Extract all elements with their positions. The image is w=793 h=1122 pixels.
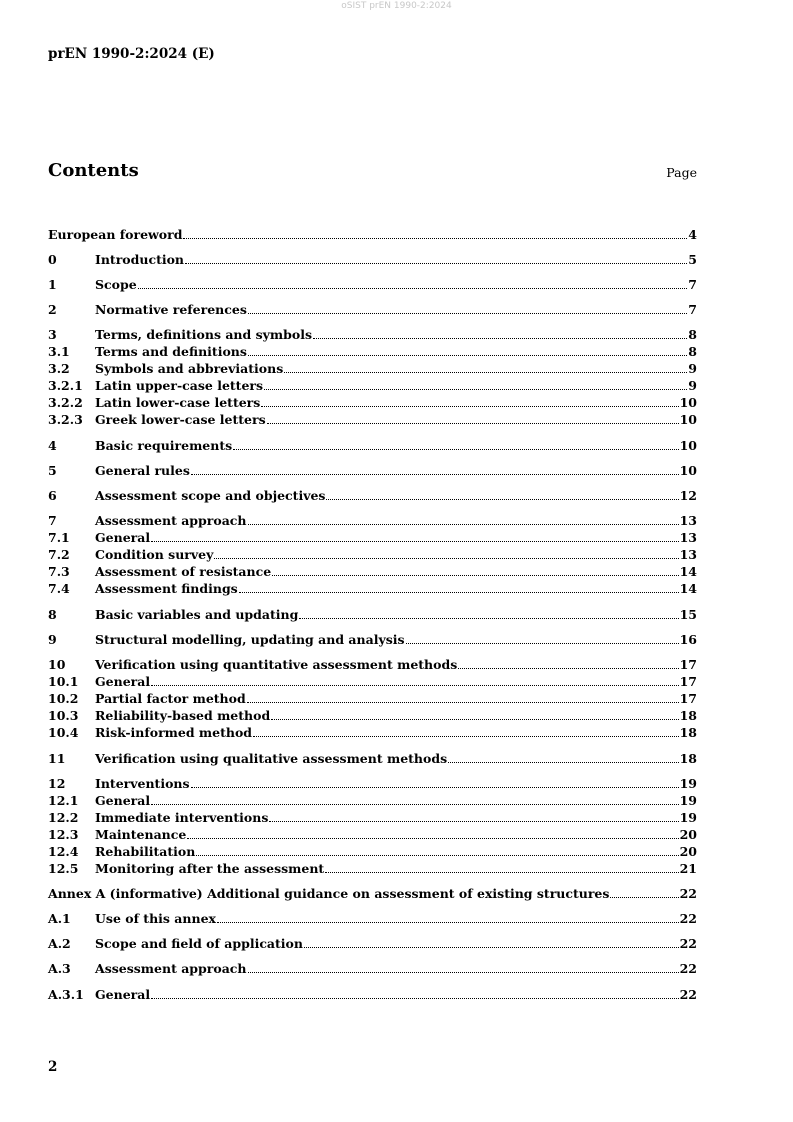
toc-entry[interactable]: [48, 708, 697, 724]
toc-entry-title: Latin upper-case letters: [95, 378, 264, 393]
toc-entry-title: Scope: [95, 277, 137, 292]
toc-entry[interactable]: [48, 810, 697, 826]
toc-entry-page: 17: [679, 657, 697, 672]
dot-leader: [138, 277, 688, 289]
toc-entry[interactable]: [48, 987, 697, 1003]
toc-entry-title: Verification using qualitative assessment methods: [95, 751, 448, 766]
toc-entry-number: 7: [48, 513, 57, 528]
toc-entry[interactable]: [48, 547, 697, 563]
toc-entry-number: 7.1: [48, 530, 70, 545]
toc-entry-number: 10.2: [48, 691, 79, 706]
toc-entry-number: A.3.1: [48, 987, 84, 1002]
dot-leader: [239, 581, 679, 593]
toc-entry-number: 3.2.1: [48, 378, 83, 393]
toc-entry-title: Verification using quantitative assessment methods: [95, 657, 458, 672]
toc-entry-page: 15: [679, 607, 697, 622]
dot-leader: [248, 302, 687, 314]
toc-entry-page: 19: [679, 810, 697, 825]
toc-entry-title: Scope and field of application: [95, 936, 303, 951]
dot-leader: [458, 657, 678, 669]
toc-entry[interactable]: [48, 488, 697, 504]
toc-entry-number: 3.1: [48, 344, 70, 359]
toc-entry-number: 10.1: [48, 674, 79, 689]
toc-entry-page: 22: [679, 886, 697, 901]
toc-entry[interactable]: [48, 412, 697, 428]
dot-leader: [271, 708, 678, 720]
toc-entry-number: 10.3: [48, 708, 79, 723]
toc-entry-title: General: [95, 674, 151, 689]
document-id: prEN 1990-2:2024 (E): [48, 46, 215, 62]
toc-entry[interactable]: [48, 936, 697, 952]
dot-leader: [284, 361, 687, 373]
toc-entry-number: 3.2.3: [48, 412, 83, 427]
toc-entry-page: 17: [679, 691, 697, 706]
toc-entry-page: 22: [679, 936, 697, 951]
dot-leader: [248, 513, 679, 525]
toc-entry[interactable]: [48, 776, 697, 792]
toc-entry[interactable]: [48, 463, 697, 479]
toc-entry-title: Monitoring after the assessment: [95, 861, 325, 876]
toc-entry-number: 12: [48, 776, 66, 791]
dot-leader: [272, 564, 678, 576]
toc-entry-title: Assessment of resistance: [95, 564, 272, 579]
toc-entry[interactable]: [48, 530, 697, 546]
dot-leader: [191, 776, 679, 788]
dot-leader: [183, 227, 687, 239]
toc-entry-page: 13: [679, 547, 697, 562]
contents-heading: Contents: [48, 160, 139, 181]
toc-entry-page: 10: [679, 412, 697, 427]
dot-leader: [261, 395, 678, 407]
toc-entry-number: 12.2: [48, 810, 79, 825]
toc-entry-title: Risk-informed method: [95, 725, 253, 740]
toc-entry[interactable]: [48, 861, 697, 877]
toc-entry[interactable]: [48, 911, 697, 927]
toc-entry[interactable]: [48, 632, 697, 648]
toc-entry-title: General: [95, 793, 151, 808]
dot-leader: [326, 488, 678, 500]
toc-entry-page: 22: [679, 911, 697, 926]
toc-entry-title: Rehabilitation: [95, 844, 196, 859]
toc-entry-page: 8: [688, 327, 697, 342]
toc-entry-page: 20: [679, 844, 697, 859]
toc-entry-page: 18: [679, 708, 697, 723]
toc-entry[interactable]: [48, 607, 697, 623]
toc-entry-title: Symbols and abbreviations: [95, 361, 284, 376]
toc-entry-title: General: [95, 987, 151, 1002]
toc-entry[interactable]: [48, 252, 697, 268]
toc-entry[interactable]: [48, 344, 697, 360]
toc-entry-page: 9: [688, 378, 697, 393]
toc-entry-page: 10: [679, 438, 697, 453]
toc-entry-number: 7.4: [48, 581, 70, 596]
toc-entry-number: 9: [48, 632, 57, 647]
toc-entry-title: General rules: [95, 463, 190, 478]
toc-entry-title: Use of this annex: [95, 911, 216, 926]
toc-entry-page: 5: [688, 252, 697, 267]
toc-entry-number: 12.5: [48, 861, 79, 876]
dot-leader: [191, 463, 679, 475]
dot-leader: [151, 530, 678, 542]
toc-entry-number: 11: [48, 751, 66, 766]
dot-leader: [196, 844, 678, 856]
page-column-label: Page: [666, 165, 697, 180]
dot-leader: [269, 810, 678, 822]
dot-leader: [325, 861, 678, 873]
dot-leader: [233, 438, 678, 450]
dot-leader: [151, 674, 678, 686]
toc-entry[interactable]: [48, 657, 697, 673]
toc-entry-title: Assessment scope and objectives: [95, 488, 326, 503]
toc-entry-title: General: [95, 530, 151, 545]
toc-entry[interactable]: [48, 513, 697, 529]
toc-entry[interactable]: [48, 961, 697, 977]
dot-leader: [151, 793, 678, 805]
toc-entry-number: 3.2.2: [48, 395, 83, 410]
toc-entry-page: 22: [679, 987, 697, 1002]
toc-entry-number: A.2: [48, 936, 71, 951]
dot-leader: [185, 252, 687, 264]
toc-entry-page: 16: [679, 632, 697, 647]
dot-leader: [248, 344, 687, 356]
toc-entry-title: Basic variables and updating: [95, 607, 299, 622]
toc-entry-number: 7.2: [48, 547, 70, 562]
toc-entry-title: Basic requirements: [95, 438, 233, 453]
toc-entry[interactable]: [48, 302, 697, 318]
dot-leader: [448, 751, 678, 763]
toc-entry-number: 1: [48, 277, 57, 292]
toc-entry-title: Assessment approach: [95, 513, 247, 528]
dot-leader: [267, 412, 679, 424]
toc-entry-title: Annex A (informative) Additional guidance on assessment of existing structures: [48, 886, 610, 901]
dot-leader: [248, 961, 679, 973]
toc-entry[interactable]: [48, 564, 697, 580]
toc-entry-page: 13: [679, 530, 697, 545]
toc-entry-page: 14: [679, 564, 697, 579]
dot-leader: [304, 936, 679, 948]
toc-entry-page: 14: [679, 581, 697, 596]
toc-entry-title: Introduction: [95, 252, 185, 267]
toc-entry-title: Maintenance: [95, 827, 187, 842]
toc-entry-page: 18: [679, 751, 697, 766]
toc-entry-title: Assessment approach: [95, 961, 247, 976]
toc-entry-title: Normative references: [95, 302, 247, 317]
toc-entry[interactable]: [48, 327, 697, 343]
toc-entry-page: 17: [679, 674, 697, 689]
toc-entry-number: 10.4: [48, 725, 79, 740]
toc-entry-page: 21: [679, 861, 697, 876]
toc-entry-number: 3.2: [48, 361, 70, 376]
dot-leader: [253, 725, 679, 737]
toc-entry-page: 4: [688, 227, 697, 242]
dot-leader: [247, 691, 679, 703]
toc-entry[interactable]: [48, 691, 697, 707]
toc-entry-number: A.3: [48, 961, 71, 976]
toc-entry-number: 2: [48, 302, 57, 317]
toc-entry[interactable]: [48, 751, 697, 767]
dot-leader: [151, 987, 678, 999]
toc-entry-page: 20: [679, 827, 697, 842]
toc-entry[interactable]: [48, 844, 697, 860]
watermark: oSIST prEN 1990-2:2024: [341, 1, 452, 11]
toc-entry-title: Terms and definitions: [95, 344, 247, 359]
toc-entry-page: 19: [679, 776, 697, 791]
toc-entry-title: Greek lower-case letters: [95, 412, 266, 427]
toc-entry-page: 18: [679, 725, 697, 740]
toc-entry-number: A.1: [48, 911, 71, 926]
toc-entry[interactable]: [48, 395, 697, 411]
page-number: 2: [48, 1059, 58, 1075]
dot-leader: [406, 632, 679, 644]
toc-entry[interactable]: [48, 378, 697, 394]
toc-entry[interactable]: [48, 581, 697, 597]
toc-entry[interactable]: [48, 227, 697, 243]
toc-entry-page: 22: [679, 961, 697, 976]
toc-entry-title: Structural modelling, updating and analysis: [95, 632, 405, 647]
toc-entry-title: Reliability-based method: [95, 708, 271, 723]
toc-entry-title: Latin lower-case letters: [95, 395, 261, 410]
toc-entry-page: 9: [688, 361, 697, 376]
toc-entry-title: Assessment findings: [95, 581, 238, 596]
toc-entry-page: 10: [679, 395, 697, 410]
dot-leader: [214, 547, 678, 559]
toc-entry-page: 12: [679, 488, 697, 503]
toc-entry[interactable]: [48, 674, 697, 690]
toc-entry-title: Interventions: [95, 776, 190, 791]
toc-entry-title: Condition survey: [95, 547, 214, 562]
toc-entry[interactable]: [48, 793, 697, 809]
dot-leader: [313, 327, 687, 339]
toc-entry-number: 8: [48, 607, 57, 622]
toc-entry-title: European foreword: [48, 227, 183, 242]
toc-entry-number: 3: [48, 327, 57, 342]
toc-entry-page: 19: [679, 793, 697, 808]
dot-leader: [610, 886, 678, 898]
toc-entry-page: 7: [688, 277, 697, 292]
toc-entry-number: 4: [48, 438, 57, 453]
toc-entry-title: Partial factor method: [95, 691, 246, 706]
toc-entry-number: 12.3: [48, 827, 79, 842]
toc-entry-title: Immediate interventions: [95, 810, 269, 825]
dot-leader: [299, 607, 678, 619]
toc-entry-number: 7.3: [48, 564, 70, 579]
toc-entry[interactable]: [48, 725, 697, 741]
toc-entry-page: 13: [679, 513, 697, 528]
toc-entry-page: 8: [688, 344, 697, 359]
toc-entry-number: 12.1: [48, 793, 79, 808]
toc-entry-page: 10: [679, 463, 697, 478]
toc-entry-title: Terms, definitions and symbols: [95, 327, 312, 342]
toc-entry-number: 5: [48, 463, 57, 478]
toc-entry-number: 0: [48, 252, 57, 267]
toc-entry-page: 7: [688, 302, 697, 317]
dot-leader: [264, 378, 687, 390]
toc-entry[interactable]: [48, 827, 697, 843]
toc-entry[interactable]: [48, 886, 697, 902]
dot-leader: [187, 827, 678, 839]
toc-entry[interactable]: [48, 277, 697, 293]
toc-entry-number: 12.4: [48, 844, 79, 859]
toc-entry[interactable]: [48, 438, 697, 454]
dot-leader: [217, 911, 679, 923]
toc-entry[interactable]: [48, 361, 697, 377]
toc-entry-number: 6: [48, 488, 57, 503]
toc-entry-number: 10: [48, 657, 66, 672]
